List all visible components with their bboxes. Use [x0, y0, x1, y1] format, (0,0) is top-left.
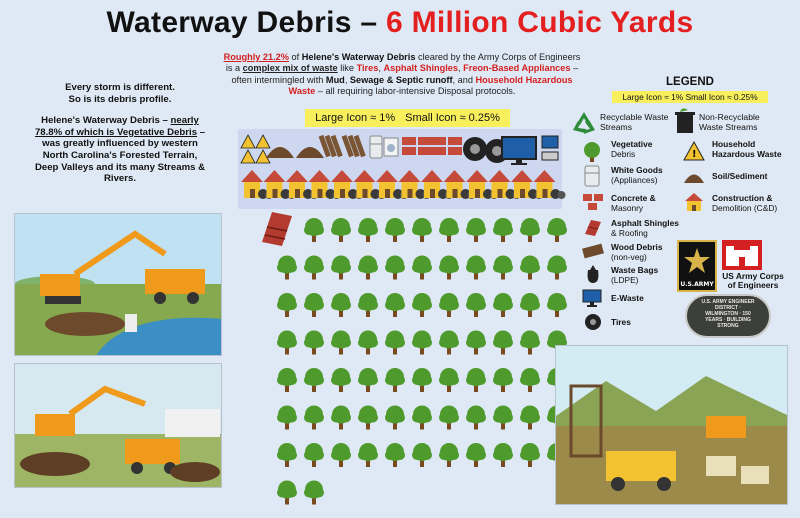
tree-icon — [466, 293, 486, 317]
tree-icon — [277, 293, 297, 317]
tree-icon — [412, 331, 432, 355]
hazard-icon — [683, 141, 705, 161]
castle-icon — [722, 240, 762, 270]
legend-cnd — [712, 194, 792, 213]
tree-icon — [277, 368, 297, 392]
legend-wood — [611, 243, 681, 262]
intro-text: Mud — [325, 74, 345, 85]
badge-text: U.S. ARMY ENGINEER DISTRICT · WILMINGTON · 150 YEARS · BUILDING STRONG — [701, 299, 755, 329]
tree-icon — [277, 406, 297, 430]
tree-icon — [493, 331, 513, 355]
tree-icon — [466, 331, 486, 355]
legend-label: Soil/Sediment — [712, 171, 768, 181]
intro-text: Helene's Waterway Debris — [301, 52, 416, 62]
tree-icon — [277, 256, 297, 280]
intro-text: , and — [452, 74, 476, 85]
tree-icon — [493, 218, 513, 242]
tree-icon — [304, 331, 324, 355]
tree-icon — [439, 293, 459, 317]
house-icon — [683, 192, 705, 212]
tree-icon — [520, 256, 540, 280]
tree-icon — [439, 443, 459, 467]
legend-whitegoods — [611, 166, 681, 185]
legend-title: LEGEND — [666, 76, 714, 88]
intro-text: Sewage & Septic runoff — [349, 74, 453, 85]
tree-icon — [277, 331, 297, 355]
intro-text: Tires — [356, 63, 379, 74]
title-part-1: Waterway Debris – — [106, 6, 386, 39]
title-part-2: 6 Million Cubic Yards — [385, 6, 694, 39]
soil-pile-icon — [683, 168, 705, 184]
legend-label: Concrete & — [611, 193, 656, 203]
tree-icon — [385, 256, 405, 280]
tree-icon — [385, 293, 405, 317]
corps-logo-text — [717, 272, 789, 290]
tree-icon — [358, 293, 378, 317]
excavator-river-photo — [14, 213, 222, 356]
legend-sub: Debris — [611, 148, 636, 159]
tree-icon — [304, 406, 324, 430]
legend-asphalt — [611, 219, 686, 238]
scale-key — [305, 109, 510, 127]
tree-icon — [582, 141, 602, 163]
legend-sub: & Roofing — [611, 227, 648, 238]
trash-can-icon — [674, 108, 696, 134]
legend-label: Construction & — [712, 193, 773, 203]
small-icon-panel — [238, 129, 562, 209]
tree-icon — [331, 293, 351, 317]
intro-text: complex mix of waste — [242, 63, 338, 74]
tree-icon — [439, 406, 459, 430]
tree-icon — [466, 406, 486, 430]
tree-icon — [520, 368, 540, 392]
intro-text: Freon-Based Appliances — [463, 63, 571, 74]
tree-icon — [331, 331, 351, 355]
tree-icon — [520, 331, 540, 355]
tree-icon — [493, 368, 513, 392]
monitor-icon — [582, 289, 602, 307]
corps-line-2: of Engineers — [727, 280, 779, 291]
tree-icon — [304, 443, 324, 467]
legend-label: Vegetative — [611, 139, 653, 149]
intro-text: of — [288, 52, 302, 62]
corps-castle-logo — [722, 240, 762, 270]
tree-icon — [520, 443, 540, 467]
tree-icon — [466, 368, 486, 392]
tree-icon — [358, 443, 378, 467]
legend-sub: (LDPE) — [611, 274, 639, 285]
tree-icon — [520, 293, 540, 317]
legend-sub: Demolition (C&D) — [712, 202, 778, 213]
waste-bag-icon — [585, 264, 601, 284]
recycle-icon — [571, 110, 597, 136]
tree-icon — [331, 218, 351, 242]
intro-text: – often intermingled with — [231, 63, 579, 85]
tree-icon — [439, 331, 459, 355]
tree-icon — [493, 443, 513, 467]
tree-icon — [520, 406, 540, 430]
legend-label: Asphalt Shingles — [611, 218, 679, 228]
intro-text: Asphalt Shingles — [383, 63, 459, 74]
legend-recyclable: Recyclable Waste Streams — [600, 112, 669, 132]
tree-icon — [358, 368, 378, 392]
legend-label: Waste Bags — [611, 265, 659, 275]
tree-icon — [412, 256, 432, 280]
tree-icon — [520, 218, 540, 242]
tree-icon — [439, 368, 459, 392]
intro-text: like — [337, 63, 357, 74]
tree-icon — [385, 218, 405, 242]
legend-label: E-Waste — [611, 293, 644, 303]
shingles-icon — [583, 218, 603, 236]
left-description — [30, 82, 210, 195]
tree-icon — [439, 256, 459, 280]
intro-text: Household Hazardous Waste — [288, 74, 573, 97]
tree-icon — [277, 443, 297, 467]
legend-label: Tires — [611, 317, 631, 327]
legend-label: White Goods — [611, 165, 663, 175]
scale-small: Small Icon ≈ 0.25% — [405, 112, 500, 124]
left-line: Every storm is different. — [65, 82, 175, 93]
wood-plank-icon — [582, 243, 604, 259]
tree-icon — [412, 368, 432, 392]
tree-icon — [547, 256, 567, 280]
tree-icon — [358, 406, 378, 430]
legend-label: Wood Debris — [611, 242, 663, 252]
page-title — [0, 6, 800, 40]
corps-line-1: US Army Corps — [722, 271, 784, 281]
legend-scale: Large Icon ≈ 1% Small Icon ≈ 0.25% — [612, 91, 768, 103]
tree-icon — [304, 481, 324, 505]
legend-label: Household — [712, 139, 756, 149]
legend-bags — [611, 266, 681, 285]
intro-text: , — [458, 63, 464, 74]
tree-icon — [493, 293, 513, 317]
intro-text: – all requiring labor-intensive Disposal protocols. — [315, 86, 516, 97]
tree-icon — [385, 368, 405, 392]
tree-icon — [466, 218, 486, 242]
intro-text: , — [344, 74, 350, 85]
legend-vegetative — [611, 140, 671, 159]
bricks-icon — [582, 193, 604, 211]
tree-icon — [412, 218, 432, 242]
svg-text:!: ! — [692, 149, 697, 160]
tree-icon — [277, 481, 297, 505]
tree-icon — [547, 218, 567, 242]
legend-soil — [712, 172, 792, 182]
tree-icon — [439, 218, 459, 242]
left-highlight: nearly 78.8% of which is Vegetative Debris — [34, 115, 199, 138]
intro-text: cleared by the Army Corps of Engineers is a — [225, 52, 581, 74]
us-army-logo — [677, 240, 717, 292]
tree-icon — [358, 218, 378, 242]
tree-icon — [385, 331, 405, 355]
tree-icon — [493, 406, 513, 430]
left-line: Helene's Waterway Debris – — [41, 115, 171, 127]
tree-icon — [304, 256, 324, 280]
intro-text: , — [378, 63, 384, 74]
tree-icon — [547, 293, 567, 317]
legend-nonrecyclable: Non-Recyclable Waste Streams — [699, 112, 760, 132]
tree-icon — [412, 443, 432, 467]
legend-concrete — [611, 194, 681, 213]
shingles-icon — [262, 212, 292, 246]
tree-icon — [358, 331, 378, 355]
tree-icon — [304, 293, 324, 317]
tree-icon — [331, 443, 351, 467]
tree-icon — [304, 218, 324, 242]
excavator-truck-photo — [14, 363, 222, 488]
intro-paragraph — [222, 52, 582, 98]
legend-hazardous — [712, 140, 792, 159]
legend-tires — [611, 318, 671, 328]
tree-icon — [358, 256, 378, 280]
tree-icon — [412, 406, 432, 430]
tree-icon — [385, 406, 405, 430]
tree-icon — [331, 406, 351, 430]
scale-large: Large Icon ≈ 1% — [315, 112, 396, 124]
tree-icon — [331, 256, 351, 280]
left-line: So is its debris profile. — [68, 93, 172, 105]
tree-icon — [466, 256, 486, 280]
left-line: – was greatly influenced by western North Carolina's Forested Terrain, Deep Valleys and its many Streams & Rivers. — [34, 126, 206, 185]
tree-icon — [331, 368, 351, 392]
tire-icon — [584, 313, 602, 331]
refrigerator-icon — [584, 165, 600, 187]
legend-sub: Hazardous Waste — [712, 148, 782, 159]
tree-icon — [412, 293, 432, 317]
legend-sub: (Appliances) — [611, 174, 658, 185]
legend-sub: Masonry — [611, 202, 644, 213]
tree-icon — [385, 443, 405, 467]
legend-ewaste — [611, 294, 671, 304]
intro-percent: Roughly 21.2% — [223, 52, 289, 62]
tree-icon — [304, 368, 324, 392]
tree-icon — [493, 256, 513, 280]
legend-sub: (non-veg) — [611, 251, 647, 262]
construction-site-photo — [555, 345, 788, 505]
army-logo-text: U.S.ARMY — [680, 281, 714, 288]
tree-icon — [466, 443, 486, 467]
